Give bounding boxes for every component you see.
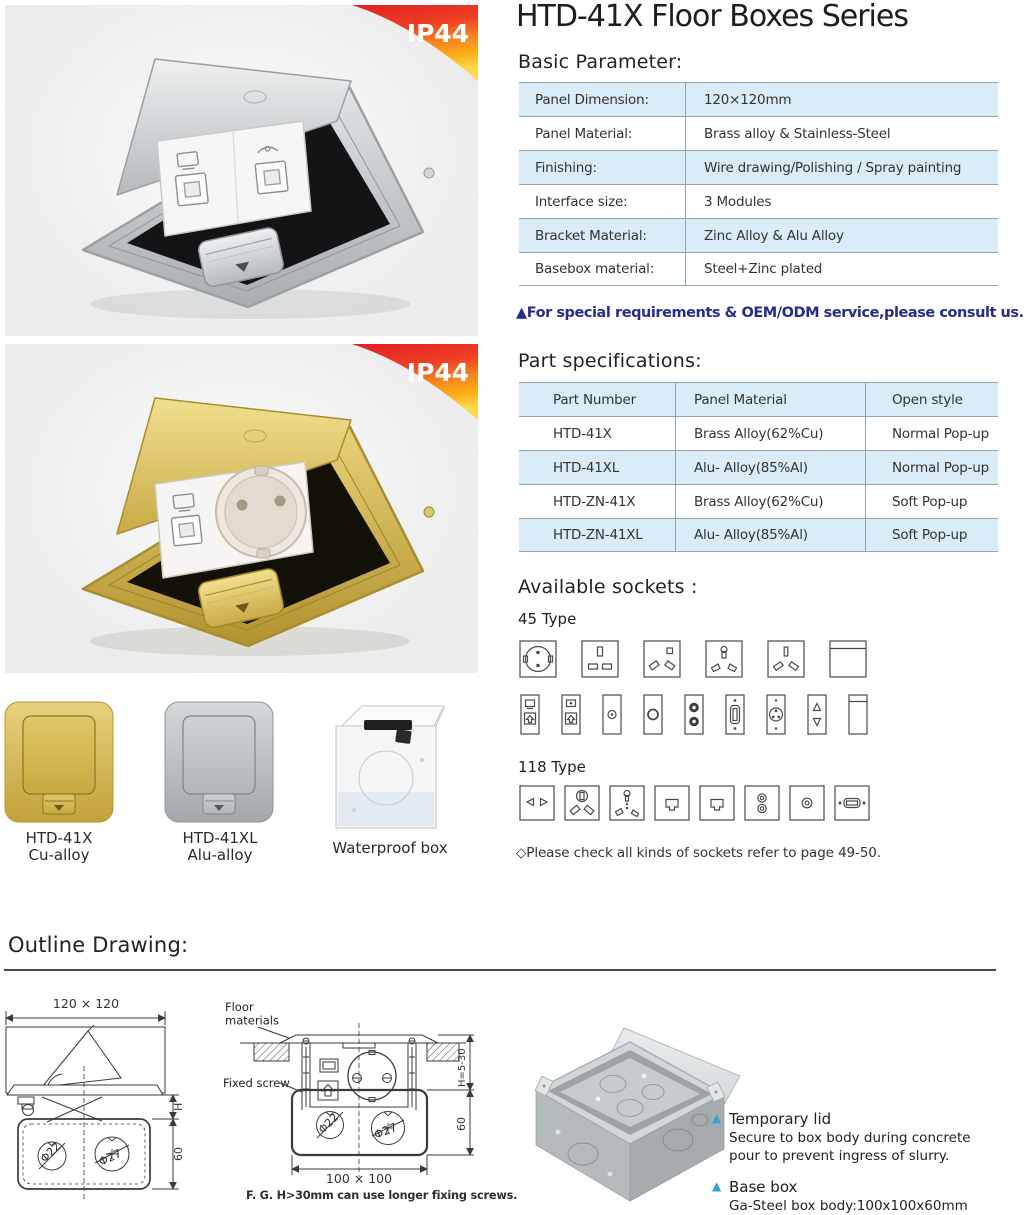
- two-pin-socket-icon: [519, 785, 555, 821]
- two-pin-module-icon: [807, 694, 827, 735]
- product-photo-brass: [5, 344, 478, 673]
- multi-standard-socket-icon: [609, 785, 645, 821]
- annotation-title: Base box: [729, 1177, 798, 1196]
- schuko-socket: [216, 466, 306, 558]
- usb-three-pin-socket-icon: [564, 785, 600, 821]
- outline-drawing-side-view: [2, 991, 202, 1203]
- param-value: 3 Modules: [685, 185, 998, 218]
- param-value: Wire drawing/Polishing / Spray painting: [685, 151, 998, 184]
- ip44-badge-label: IP44: [406, 19, 470, 48]
- phone-module-icon: [561, 694, 581, 735]
- hole-diameter-27-label: Φ27: [371, 1119, 400, 1142]
- panel-material: Alu- Alloy(85%Al): [675, 519, 865, 551]
- dim-120x120-label: 120 × 120: [52, 996, 120, 1011]
- multi-standard-socket-icon: [705, 640, 743, 678]
- thumb2-name: HTD-41XL: [182, 829, 258, 847]
- thumb1-material: Cu-alloy: [28, 846, 90, 865]
- table-row: [519, 416, 998, 450]
- param-value: Brass alloy & Stainless-Steel: [685, 117, 998, 150]
- part-specifications-heading: Part specifications:: [518, 350, 702, 372]
- outline-drawing-heading: Outline Drawing:: [8, 933, 189, 957]
- ip44-badge-label: IP44: [406, 358, 470, 387]
- param-value: Zinc Alloy & Alu Alloy: [685, 219, 998, 252]
- hole-diameter-27-label: Φ27: [96, 1146, 124, 1169]
- dim-h5-30-label: H=5-30: [457, 1048, 468, 1087]
- sockets-reference-note: ◇Please check all kinds of sockets refer to page 49-50.: [516, 845, 881, 861]
- rj45-jack-icon: [654, 785, 690, 821]
- thumbnail-waterproof-box: [328, 700, 450, 835]
- annotation-title: Temporary lid: [729, 1110, 832, 1128]
- triangle-marker-icon: ▲: [712, 1178, 722, 1193]
- ip44-badge: [352, 344, 478, 422]
- panel-material: Alu- Alloy(85%Al): [675, 451, 865, 484]
- hole-diameter-22-label: Φ22: [37, 1139, 64, 1166]
- outline-drawing-cross-section: [222, 995, 518, 1203]
- param-label: Basebox material:: [535, 261, 655, 277]
- dim-60-label: 60: [455, 1117, 468, 1131]
- dual-rca-module-icon: [684, 694, 704, 735]
- param-label: Bracket Material:: [535, 227, 647, 244]
- floor-materials-label-line1: Floor: [225, 1000, 254, 1014]
- thumb3-name: Waterproof box: [332, 839, 448, 857]
- vga-module-icon: [725, 694, 745, 735]
- base-box-annotations: [712, 1110, 992, 1215]
- panel-material: Brass Alloy(62%Cu): [675, 417, 865, 450]
- rj45-jack-icon: [699, 785, 735, 821]
- thumb1-name: HTD-41X: [25, 829, 93, 847]
- hole-diameter-22-label: Φ22: [315, 1110, 342, 1137]
- special-requirements-note: ▲For special requirements & OEM/ODM service,please consult us.: [516, 305, 1024, 321]
- table-row: [519, 184, 998, 218]
- audio-xlr-module-icon: [766, 694, 786, 735]
- type118-label: 118 Type: [518, 758, 586, 776]
- blank-plate-icon: [829, 640, 867, 678]
- socket-icons-118-row: [519, 785, 870, 821]
- blank-module-icon: [848, 694, 868, 735]
- param-label: Panel Material:: [535, 125, 633, 142]
- col-header: Open style: [865, 383, 998, 416]
- thumbnail-alu-alloy: [163, 700, 275, 824]
- pc-network-module-icon: [520, 694, 540, 735]
- part-number: HTD-ZN-41XL: [553, 527, 643, 543]
- dim-60-label: 60: [172, 1147, 185, 1161]
- basic-parameter-table: [519, 82, 998, 286]
- basic-parameter-heading: Basic Parameter:: [518, 51, 683, 73]
- vga-icon: [834, 785, 870, 821]
- table-header-row: [519, 382, 998, 416]
- col-header: Panel Material: [675, 383, 865, 416]
- part-specifications-table: [519, 382, 998, 552]
- type45-label: 45 Type: [518, 610, 577, 628]
- open-style: Normal Pop-up: [865, 451, 998, 484]
- thumbnail-cu-alloy: [3, 700, 115, 824]
- thumbnail-alu-alloy-label: [160, 830, 280, 865]
- panel-material: Brass Alloy(62%Cu): [675, 485, 865, 518]
- fixed-screw-label: Fixed screw: [223, 1076, 290, 1090]
- dual-rca-icon: [744, 785, 780, 821]
- part-number: HTD-ZN-41X: [553, 493, 636, 510]
- open-style: Soft Pop-up: [865, 485, 998, 518]
- coax-icon: [789, 785, 825, 821]
- part-number: HTD-41XL: [553, 459, 620, 476]
- annotation-body: Secure to box body during concrete pour to prevent ingress of slurry.: [729, 1130, 971, 1164]
- table-row: [519, 484, 998, 518]
- part-number: HTD-41X: [553, 425, 612, 442]
- uk-socket-icon: [581, 640, 619, 678]
- annotation-temporary-lid: [712, 1110, 992, 1165]
- thumbnail-cu-alloy-label: [0, 830, 118, 865]
- param-label: Interface size:: [535, 193, 628, 210]
- floor-materials-label-line2: materials: [225, 1013, 279, 1028]
- table-row: [519, 450, 998, 484]
- tv-coax-module-icon: [602, 694, 622, 735]
- table-row: [519, 150, 998, 184]
- fixing-screws-caption: F. G. H>30mm can use longer fixing screws.: [246, 1189, 518, 1202]
- ip44-badge: [352, 5, 478, 83]
- section-divider: [4, 969, 996, 971]
- product-photo-stainless: [5, 5, 478, 336]
- base-box-photo: [528, 1012, 743, 1203]
- dim-100x100-label: 100 × 100: [325, 1171, 393, 1186]
- universal-two-slot-socket-icon: [643, 640, 681, 678]
- param-value: 120×120mm: [685, 83, 998, 116]
- available-sockets-heading: Available sockets :: [518, 576, 698, 598]
- round-jack-module-icon: [643, 694, 663, 735]
- open-style: Normal Pop-up: [865, 417, 998, 450]
- param-label: Finishing:: [535, 159, 597, 176]
- param-label: Panel Dimension:: [535, 91, 649, 108]
- table-row: [519, 252, 998, 286]
- table-row: [519, 116, 998, 150]
- triangle-marker-icon: ▲: [712, 1111, 722, 1125]
- schuko-socket-icon: [519, 640, 557, 678]
- table-row: [519, 82, 998, 116]
- open-style: Soft Pop-up: [865, 519, 998, 551]
- socket-icons-45-row1: [519, 640, 867, 678]
- table-row: [519, 518, 998, 552]
- socket-icons-45-row2: [520, 694, 868, 735]
- table-row: [519, 218, 998, 252]
- thumbnail-waterproof-label: [305, 840, 475, 857]
- dim-h-label: H: [172, 1102, 185, 1111]
- param-value: Steel+Zinc plated: [685, 253, 998, 285]
- thumb2-material: Alu-alloy: [187, 846, 253, 865]
- page-title: HTD-41X Floor Boxes Series: [516, 0, 908, 34]
- annotation-body: Ga-Steel box body:100x100x60mm: [729, 1198, 968, 1215]
- cn-three-pin-socket-icon: [767, 640, 805, 678]
- col-header: Part Number: [553, 391, 636, 408]
- annotation-base-box: [712, 1178, 992, 1215]
